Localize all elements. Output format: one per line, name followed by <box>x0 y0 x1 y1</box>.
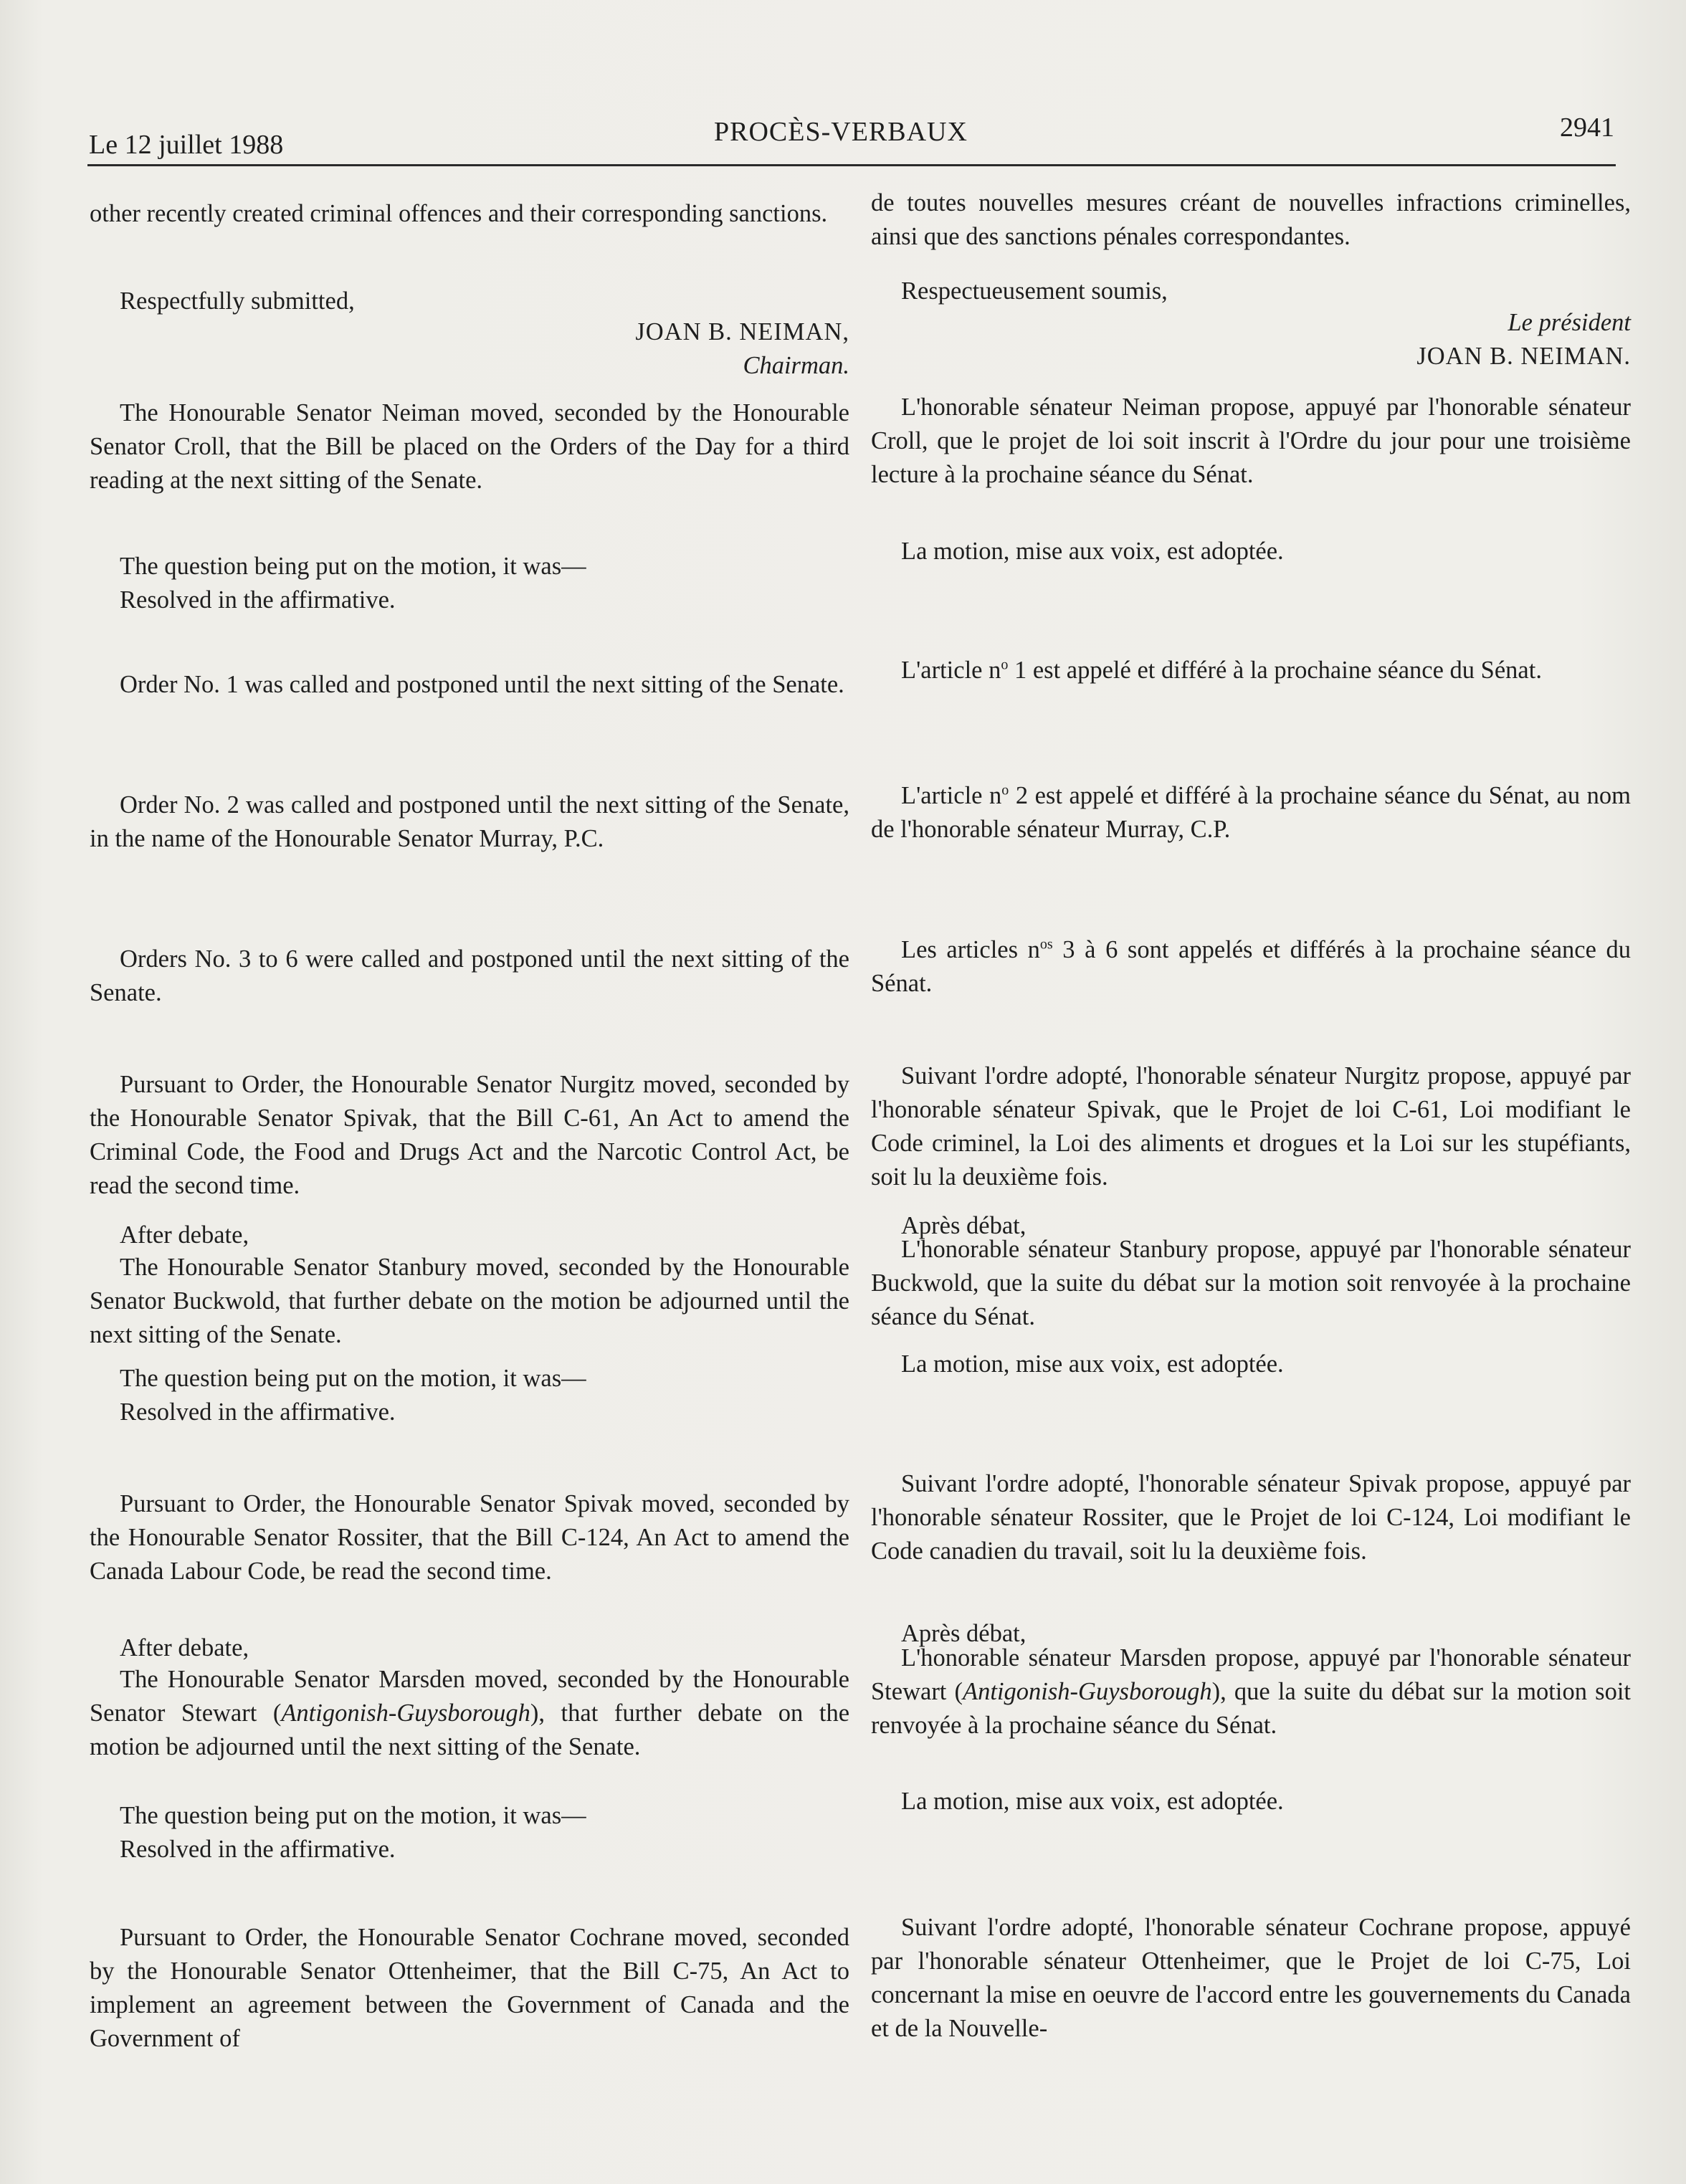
en-question-3-line1: The question being put on the motion, it was— <box>120 1802 586 1829</box>
fr-signature <box>1416 306 1631 373</box>
en-after-debate-2: After debate, <box>120 1634 249 1661</box>
fr-signature-role: Le président <box>1508 309 1631 336</box>
fr-motion-1: La motion, mise aux voix, est adoptée. <box>901 538 1284 565</box>
fr-after-debate-1: Après débat, <box>901 1212 1027 1239</box>
fr-after-debate-2: Après débat, <box>901 1620 1027 1647</box>
fr-paragraph-1: de toutes nouvelles mesures créant de nouvelles infractions criminelles, ainsi que des sanctions pénales correspondantes. <box>871 189 1631 250</box>
fr-signature-name: JOAN B. NEIMAN. <box>1416 343 1631 370</box>
fr-paragraph-4-sup: o <box>1001 782 1009 798</box>
header-title: PROCÈS-VERBAUX <box>714 117 968 147</box>
en-paragraph-9 <box>90 1663 849 1764</box>
en-submitted: Respectfully submitted, <box>120 287 355 315</box>
en-question-3 <box>90 1799 849 1866</box>
english-column <box>90 0 849 2184</box>
fr-paragraph-7-text: L'honorable sénateur Stanbury propose, appuyé par l'honorable sénateur Buckwold, que la suite du débat sur la motion soit renvoyée à la prochaine séance du Sénat. <box>871 1236 1631 1330</box>
fr-paragraph-9-italic: Antigonish-Guysborough <box>963 1678 1212 1705</box>
fr-paragraph-9 <box>871 1641 1631 1742</box>
fr-submitted: Respectueusement soumis, <box>901 277 1168 305</box>
french-column <box>871 0 1631 2184</box>
en-paragraph-2: The Honourable Senator Neiman moved, seconded by the Honourable Senator Croll, that the Bill be placed on the Orders of the Day for a third reading at the next sitting of the Senate. <box>90 399 849 494</box>
en-signature-role: Chairman. <box>743 352 849 379</box>
fr-paragraph-5-b: 3 à 6 sont appelés et différés à la prochaine séance du Sénat. <box>871 936 1631 997</box>
en-paragraph-6: Pursuant to Order, the Honourable Senator Nurgitz moved, seconded by the Honourable Senator Spivak, that the Bill C-61, An Act to amend the Criminal Code, the Food and Drugs Act and the Narcotic Control Act, be read the second time. <box>90 1071 849 1199</box>
en-question-3-line2: Resolved in the affirmative. <box>120 1836 396 1863</box>
en-paragraph-5: Orders No. 3 to 6 were called and postponed until the next sitting of the Senate. <box>90 945 849 1006</box>
fr-paragraph-3-sup: o <box>1001 657 1009 673</box>
en-question-1-line1: The question being put on the motion, it was— <box>120 553 586 580</box>
en-paragraph-9-a: The Honourable Senator Marsden moved, seconded by the Honourable Senator Stewart ( <box>90 1666 849 1727</box>
en-question-1-line2: Resolved in the affirmative. <box>120 586 396 614</box>
fr-paragraph-8: Suivant l'ordre adopté, l'honorable sénateur Spivak propose, appuyé par l'honorable sénateur Rossiter, que le Projet de loi C-124, Loi modifiant le Code canadien du travail, soit lu la deuxième fois. <box>871 1470 1631 1565</box>
fr-paragraph-2: L'honorable sénateur Neiman propose, appuyé par l'honorable sénateur Croll, que le projet de loi soit inscrit à l'Ordre du jour pour une troisième lecture à la prochaine séance du Sénat. <box>871 394 1631 488</box>
fr-paragraph-6: Suivant l'ordre adopté, l'honorable sénateur Nurgitz propose, appuyé par l'honorable sénateur Spivak, que le Projet de loi C-61, Loi modifiant le Code criminel, la Loi des aliments et drogues et la Loi sur les stupéfiants, soit lu la deuxième fois. <box>871 1062 1631 1191</box>
en-paragraph-8: Pursuant to Order, the Honourable Senator Spivak moved, seconded by the Honourable Senator Rossiter, that the Bill C-124, An Act to amend the Canada Labour Code, be read the second time. <box>90 1490 849 1585</box>
fr-motion-2: La motion, mise aux voix, est adoptée. <box>901 1350 1284 1378</box>
en-paragraph-3: Order No. 1 was called and postponed until the next sitting of the Senate. <box>120 671 844 698</box>
en-paragraph-9-b: ), that further debate on the motion be adjourned until the next sitting of the Senate. <box>90 1699 850 1760</box>
fr-paragraph-4-a: L'article n <box>901 782 1002 809</box>
fr-paragraph-9-b: ), que la suite du débat sur la motion soit renvoyée à la prochaine séance du Sénat. <box>871 1678 1631 1739</box>
en-paragraph-7-text: The Honourable Senator Stanbury moved, seconded by the Honourable Senator Buckwold, that further debate on the motion be adjourned until the next sitting of the Senate. <box>90 1254 849 1348</box>
fr-paragraph-5 <box>871 933 1631 1001</box>
fr-paragraph-3-b: 1 est appelé et différé à la prochaine séance du Sénat. <box>1008 657 1542 684</box>
en-question-1 <box>90 550 849 617</box>
en-paragraph-9-italic: Antigonish-Guysborough <box>281 1699 530 1727</box>
header-date: Le 12 juillet 1988 <box>89 130 284 160</box>
en-question-2-line2: Resolved in the affirmative. <box>120 1398 396 1426</box>
en-paragraph-10: Pursuant to Order, the Honourable Senator Cochrane moved, seconded by the Honourable Senator Ottenheimer, that the Bill C-75, An Act to implement an agreement between the Government of Canada and the Government of <box>90 1924 849 2052</box>
fr-paragraph-5-sup: os <box>1039 936 1053 953</box>
fr-paragraph-10: Suivant l'ordre adopté, l'honorable sénateur Cochrane propose, appuyé par l'honorable sénateur Ottenheimer, que le Projet de loi C-75, Loi concernant la mise en oeuvre de l'accord entre les gouvernements du Canada et de la Nouvelle- <box>871 1914 1631 2042</box>
fr-paragraph-3 <box>871 654 1631 687</box>
fr-paragraph-9-a: L'honorable sénateur Marsden propose, appuyé par l'honorable sénateur Stewart ( <box>871 1644 1631 1705</box>
en-after-debate-1: After debate, <box>120 1221 249 1249</box>
en-signature <box>635 315 849 383</box>
en-signature-name: JOAN B. NEIMAN, <box>635 318 849 345</box>
en-question-2 <box>90 1362 849 1429</box>
fr-paragraph-4 <box>871 779 1631 847</box>
fr-paragraph-3-a: L'article n <box>901 657 1001 684</box>
fr-paragraph-5-a: Les articles n <box>901 936 1040 963</box>
en-paragraph-7 <box>90 1251 849 1352</box>
fr-paragraph-7 <box>871 1233 1631 1334</box>
page-number: 2941 <box>1560 113 1614 143</box>
fr-paragraph-4-b: 2 est appelé et différé à la prochaine séance du Sénat, au nom de l'honorable sénateur Murray, C.P. <box>871 782 1631 843</box>
fr-motion-3: La motion, mise aux voix, est adoptée. <box>901 1788 1284 1815</box>
en-question-2-line1: The question being put on the motion, it was— <box>120 1365 586 1392</box>
en-paragraph-4: Order No. 2 was called and postponed until the next sitting of the Senate, in the name of the Honourable Senator Murray, P.C. <box>90 791 849 852</box>
en-paragraph-1: other recently created criminal offences and their corresponding sanctions. <box>90 200 828 227</box>
